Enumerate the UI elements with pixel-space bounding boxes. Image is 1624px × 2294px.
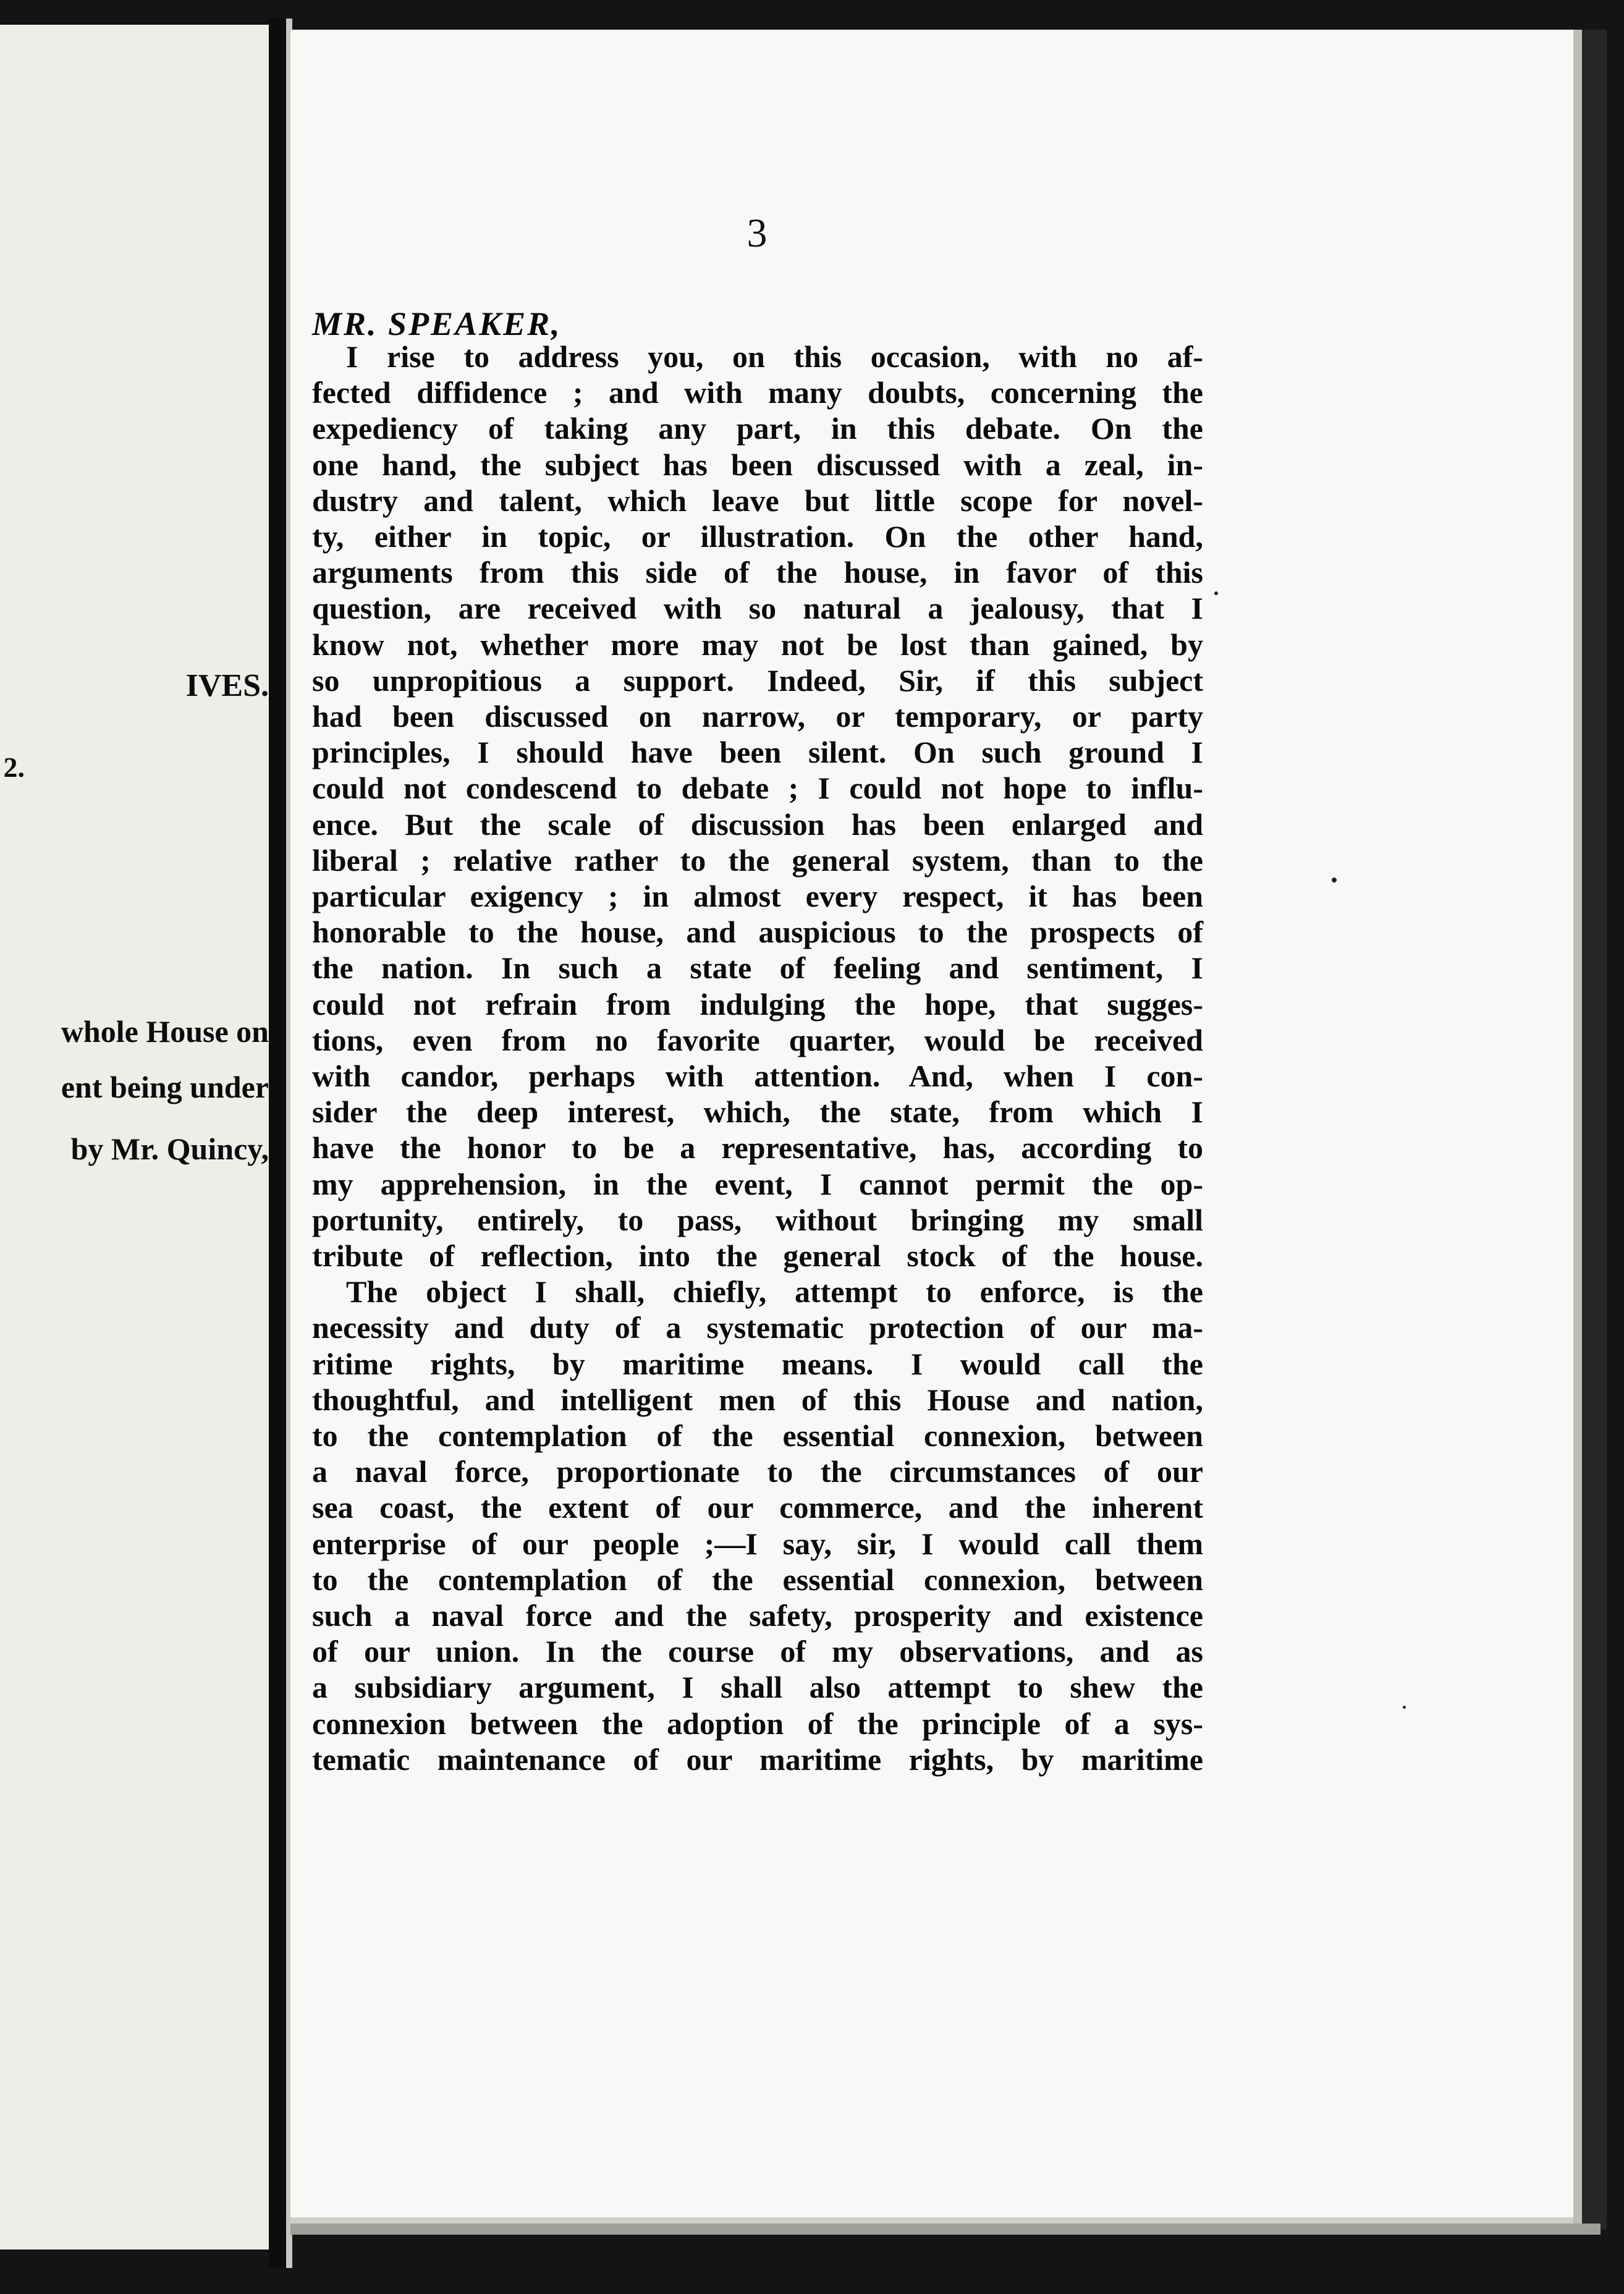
text-line: connexion between the adoption of the principle of a sys- <box>312 1706 1203 1741</box>
text-line: liberal ; relative rather to the general system, than to the <box>312 843 1203 878</box>
text-line: dustry and talent, which leave but little scope for novel- <box>312 483 1203 518</box>
book-gutter <box>269 19 286 2268</box>
page-number: 3 <box>746 211 768 256</box>
ink-speck <box>1403 1706 1406 1709</box>
text-line: expediency of taking any part, in this debate. On the <box>312 411 1203 446</box>
text-line: ence. But the scale of discussion has been enlarged and <box>312 807 1203 842</box>
left-page-line-fragment: 2. <box>3 751 25 783</box>
text-line: honorable to the house, and auspicious to the prospects of <box>312 915 1203 949</box>
text-line: tematic maintenance of our maritime rights, by maritime <box>312 1742 1203 1777</box>
text-line: question, are received with so natural a jealousy, that I <box>312 591 1203 625</box>
text-line: arguments from this side of the house, in favor of this <box>312 555 1203 590</box>
text-line: sea coast, the extent of our commerce, and the inherent <box>312 1490 1203 1525</box>
text-line: could not condescend to debate ; I could not hope to influ- <box>312 771 1203 805</box>
left-page-line-fragment: whole House on <box>61 1014 269 1049</box>
text-line: enterprise of our people ;—I say, sir, I would call them <box>312 1526 1203 1561</box>
text-line: my apprehension, in the event, I cannot permit the op- <box>312 1167 1203 1201</box>
text-line: have the honor to be a representative, has, according to <box>312 1130 1203 1165</box>
right-binding-edge <box>1582 30 1607 2230</box>
ink-speck <box>1214 591 1218 595</box>
text-line: a naval force, proportionate to the circumstances of our <box>312 1454 1203 1489</box>
text-line: principles, I should have been silent. On such ground I <box>312 735 1203 769</box>
text-line: I rise to address you, on this occasion, with no af- <box>346 339 1203 374</box>
text-line: one hand, the subject has been discussed with a zeal, in- <box>312 447 1203 482</box>
text-line: of our union. In the course of my observations, and as <box>312 1634 1203 1669</box>
text-line: sider the deep interest, which, the state, from which I <box>312 1094 1203 1129</box>
text-line: necessity and duty of a systematic protection of our ma- <box>312 1310 1203 1345</box>
text-line: to the contemplation of the essential connexion, between <box>312 1418 1203 1453</box>
text-line: particular exigency ; in almost every respect, it has been <box>312 879 1203 913</box>
text-line: tions, even from no favorite quarter, would be received <box>312 1023 1203 1057</box>
text-line: such a naval force and the safety, prosperity and existence <box>312 1598 1203 1633</box>
left-page-line-fragment: by Mr. Quincy, <box>70 1132 269 1166</box>
text-line: ty, either in topic, or illustration. On the other hand, <box>312 519 1203 554</box>
text-line: fected diffidence ; and with many doubts, concerning the <box>312 375 1203 410</box>
text-line: so unpropitious a support. Indeed, Sir, if this subject <box>312 663 1203 698</box>
left-facing-page <box>0 25 269 2250</box>
text-line: tribute of reflection, into the general stock of the house. <box>312 1238 1203 1273</box>
text-line: with candor, perhaps with attention. And, when I con- <box>312 1059 1203 1093</box>
text-line: thoughtful, and intelligent men of this House and nation, <box>312 1382 1203 1417</box>
page-bottom-edge <box>290 2224 1601 2235</box>
salutation: MR. SPEAKER, <box>312 305 562 342</box>
text-line: ritime rights, by maritime means. I would call the <box>312 1347 1203 1381</box>
text-line: know not, whether more may not be lost than gained, by <box>312 627 1203 662</box>
text-line: a subsidiary argument, I shall also attempt to shew the <box>312 1670 1203 1704</box>
text-line: The object I shall, chiefly, attempt to enforce, is the <box>346 1274 1203 1309</box>
ink-speck <box>1332 878 1337 882</box>
text-line: to the contemplation of the essential connexion, between <box>312 1562 1203 1597</box>
left-page-heading-fragment: IVES. <box>185 668 269 703</box>
text-line: could not refrain from indulging the hope, that sugges- <box>312 987 1203 1022</box>
text-line: had been discussed on narrow, or temporary, or party <box>312 699 1203 734</box>
left-page-line-fragment: ent being under <box>61 1070 269 1104</box>
text-line: portunity, entirely, to pass, without bringing my small <box>312 1203 1203 1237</box>
text-line: the nation. In such a state of feeling and sentiment, I <box>312 950 1203 985</box>
